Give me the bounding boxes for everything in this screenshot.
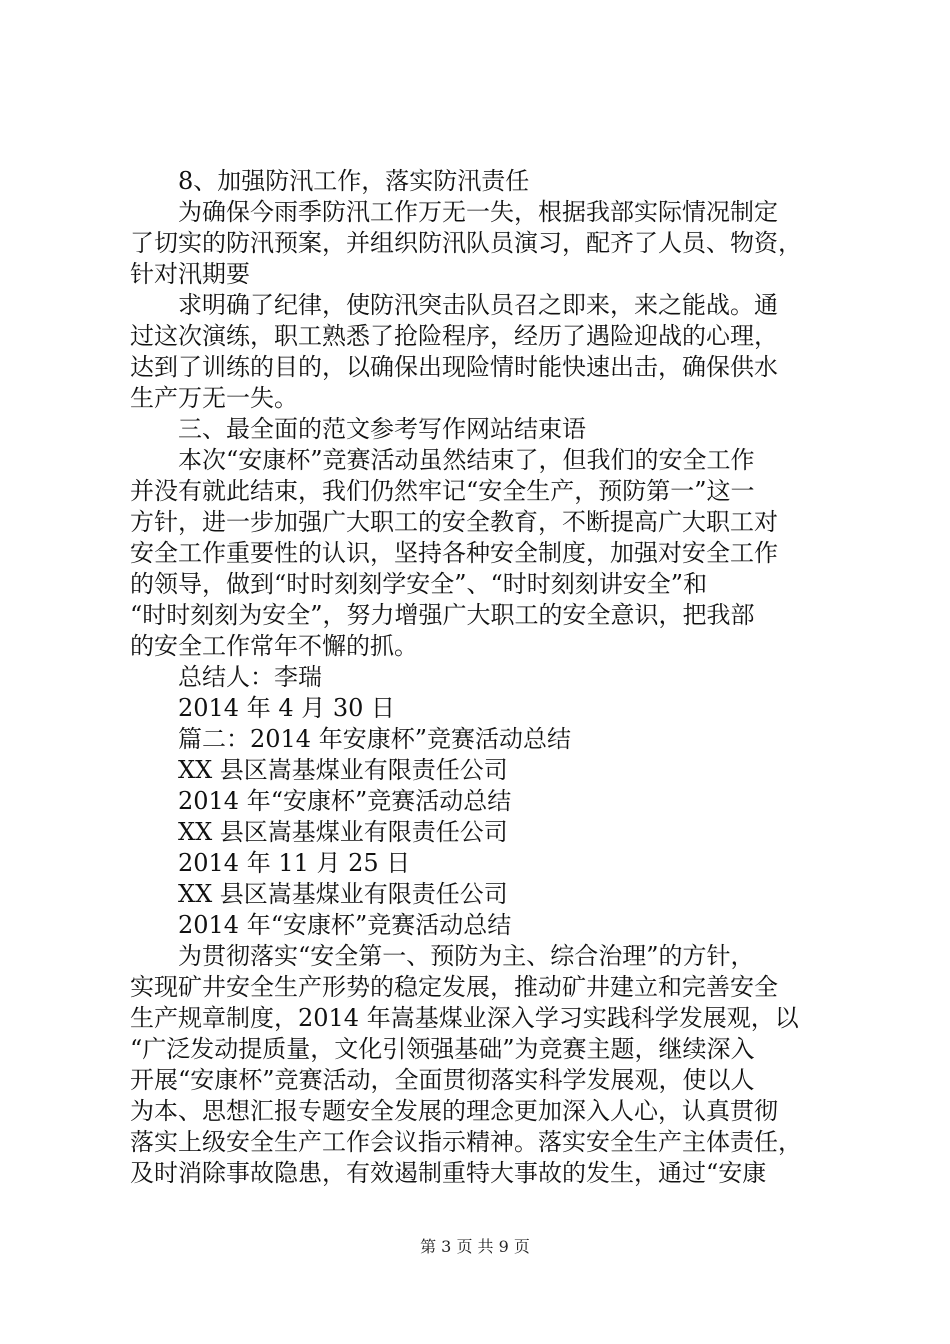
text-line: 为确保今雨季防汛工作万无一失，根据我部实际情况制定 (178, 198, 778, 226)
text-line: 8、加强防汛工作，落实防汛责任 (178, 167, 530, 195)
text-line: 及时消除事故隐患，有效遏制重特大事故的发生，通过“安康 (130, 1159, 767, 1187)
text-line: “时时刻刻为安全”，努力增强广大职工的安全意识，把我部 (130, 601, 755, 629)
page-footer: 第 3 页 共 9 页 (420, 1237, 530, 1256)
text-line: 篇二：2014 年安康杯”竞赛活动总结 (178, 725, 571, 753)
document-body (130, 166, 830, 1189)
text-line: 针对汛期要 (130, 260, 250, 288)
text-line: 实现矿井安全生产形势的稳定发展，推动矿井建立和完善安全 (130, 973, 778, 1001)
text-line: 求明确了纪律，使防汛突击队员召之即来，来之能战。通 (178, 291, 778, 319)
text-line: 生产万无一失。 (130, 384, 298, 412)
text-line: 2014 年 4 月 30 日 (178, 694, 396, 722)
text-line: 达到了训练的目的，以确保出现险情时能快速出击，确保供水 (130, 353, 778, 381)
text-line: 总结人：李瑞 (178, 663, 322, 691)
text-line: 落实上级安全生产工作会议指示精神。落实安全生产主体责任， (130, 1128, 802, 1156)
text-line: 方针，进一步加强广大职工的安全教育，不断提高广大职工对 (130, 508, 778, 536)
text-line: XX 县区嵩基煤业有限责任公司 (178, 756, 508, 784)
text-line: 了切实的防汛预案，并组织防汛队员演习，配齐了人员、物资， (130, 229, 802, 257)
text-line: 并没有就此结束，我们仍然牢记“安全生产，预防第一”这一 (130, 477, 755, 505)
text-line: 2014 年 11 月 25 日 (178, 849, 411, 877)
text-line: 生产规章制度，2014 年嵩基煤业深入学习实践科学发展观，以 (130, 1004, 799, 1032)
text-line: “广泛发动提质量，文化引领强基础”为竞赛主题，继续深入 (130, 1035, 755, 1063)
text-line: 本次“安康杯”竞赛活动虽然结束了，但我们的安全工作 (178, 446, 755, 474)
text-line: 为贯彻落实“安全第一、预防为主、综合治理”的方针， (178, 942, 755, 970)
text-line: 安全工作重要性的认识，坚持各种安全制度，加强对安全工作 (130, 539, 778, 567)
text-line: 的领导，做到“时时刻刻学安全”、“时时刻刻讲安全”和 (130, 570, 708, 598)
text-line: 为本、思想汇报专题安全发展的理念更加深入人心，认真贯彻 (130, 1097, 778, 1125)
text-line: 2014 年“安康杯”竞赛活动总结 (178, 787, 512, 815)
text-line: XX 县区嵩基煤业有限责任公司 (178, 880, 508, 908)
text-line: 开展“安康杯”竞赛活动，全面贯彻落实科学发展观，使以人 (130, 1066, 755, 1094)
text-line: 的安全工作常年不懈的抓。 (130, 632, 418, 660)
text-line: 2014 年“安康杯”竞赛活动总结 (178, 911, 512, 939)
text-line: 三、最全面的范文参考写作网站结束语 (178, 415, 586, 443)
text-line: XX 县区嵩基煤业有限责任公司 (178, 818, 508, 846)
text-line: 过这次演练，职工熟悉了抢险程序，经历了遇险迎战的心理， (130, 322, 778, 350)
